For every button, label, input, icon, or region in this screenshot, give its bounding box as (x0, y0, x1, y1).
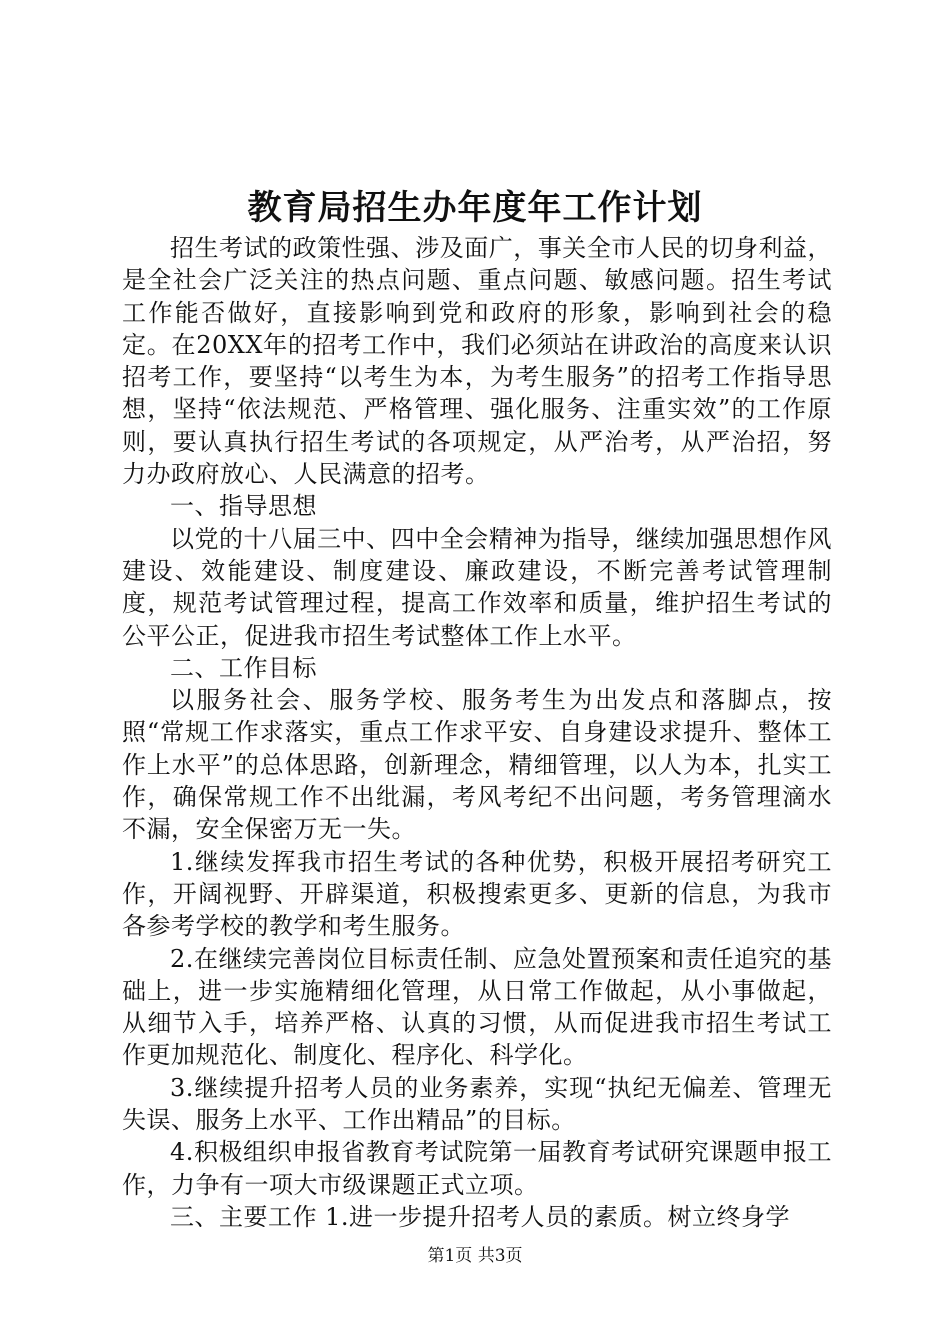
list-item-goal-2: 2.在继续完善岗位目标责任制、应急处置预案和责任追究的基础上，进一步实施精细化管理，从日常工作做起，从小事做起，从细节入手，培养严格、认真的习惯，从而促进我市招生考试工作更加规范化、制度化、程序化、科学化。 (122, 944, 832, 1070)
list-item-goal-1: 1.继续发挥我市招生考试的各种优势，积极开展招考研究工作，开阔视野、开辟渠道，积极搜索更多、更新的信息，为我市各参考学校的教学和考生服务。 (122, 847, 832, 941)
list-item-goal-4: 4.积极组织申报省教育考试院第一届教育考试研究课题申报工作，力争有一项大市级课题正式立项。 (122, 1138, 832, 1199)
page-footer: 第1页 共3页 (427, 1246, 523, 1266)
document-body (122, 232, 832, 1233)
paragraph-intro: 招生考试的政策性强、涉及面广，事关全市人民的切身利益，是全社会广泛关注的热点问题、重点问题、敏感问题。招生考试工作能否做好，直接影响到党和政府的形象，影响到社会的稳定。在20XX年的招考工作中，我们必须站在讲政治的高度来认识招考工作，要坚持“以考生为本，为考生服务”的招考工作指导思想，坚持“依法规范、严格管理、强化服务、注重实效”的工作原则，要认真执行招生考试的各项规定，从严治考，从严治招，努力办政府放心、人民满意的招考。 (122, 234, 832, 489)
paragraph-work-goals: 以服务社会、服务学校、服务考生为出发点和落脚点，按照“常规工作求落实，重点工作求平安、自身建设求提升、整体工作上水平”的总体思路，创新理念，精细管理，以人为本，扎实工作，确保常规工作不出纰漏，考风考纪不出问题，考务管理滴水不漏，安全保密万无一失。 (122, 686, 832, 844)
list-item-goal-3: 3.继续提升招考人员的业务素养，实现“执纪无偏差、管理无失误、服务上水平、工作出精品”的目标。 (122, 1073, 832, 1135)
heading-guiding-ideology: 一、指导思想 (170, 492, 317, 521)
paragraph-guiding-ideology: 以党的十八届三中、四中全会精神为指导，继续加强思想作风建设、效能建设、制度建设、廉政建设，不断完善考试管理制度，规范考试管理过程，提高工作效率和质量，维护招生考试的公平公正，促进我市招生考试整体工作上水平。 (122, 524, 832, 650)
heading-main-work: 三、主要工作 1.进一步提升招考人员的素质。树立终身学 (170, 1202, 791, 1231)
heading-work-goals: 二、工作目标 (170, 653, 317, 682)
document-title: 教育局招生办年度年工作计划 (247, 188, 703, 228)
